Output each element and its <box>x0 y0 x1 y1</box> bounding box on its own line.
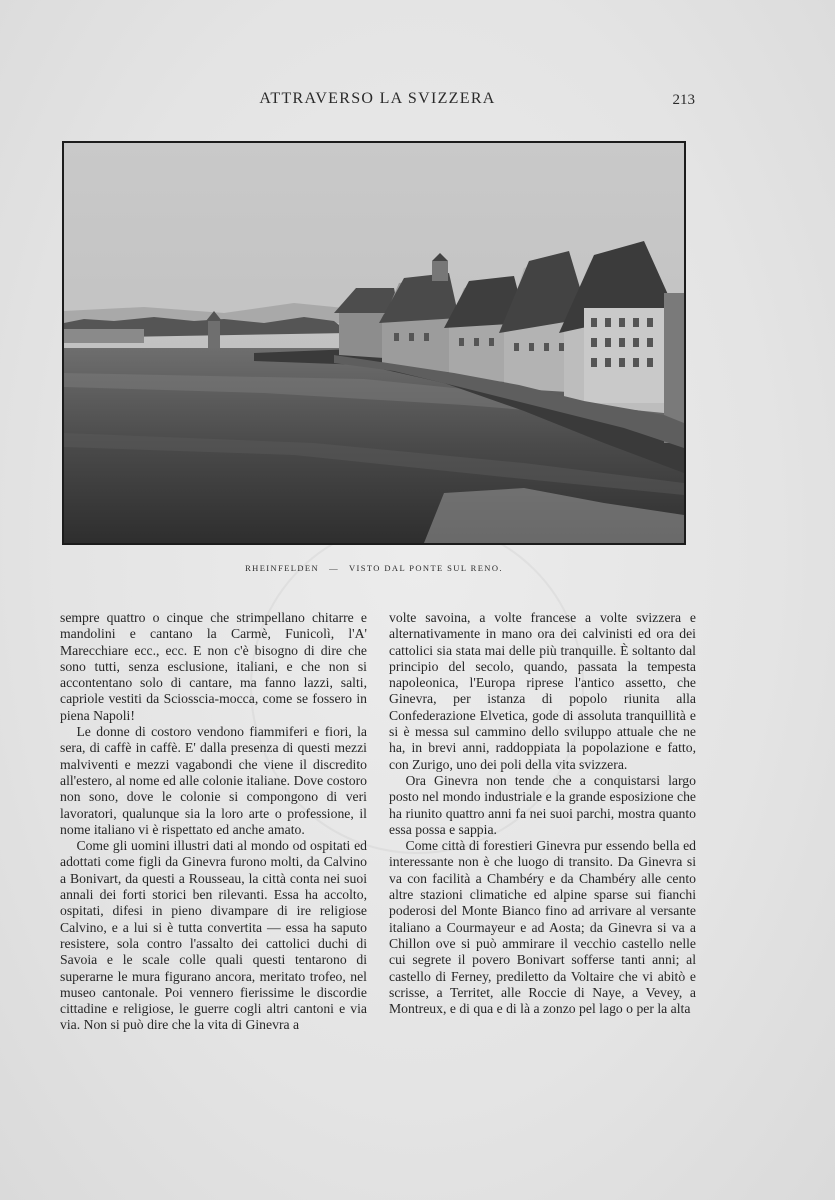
caption-dash: — <box>329 563 339 573</box>
caption-place: RHEINFELDEN <box>245 563 320 573</box>
right-paragraph-1: volte savoina, a volte francese a volte svizzera e alternativamente in mano ora dei calvinisti ed ora dei cattolici sia stata mai delle più tranquille. È soltanto dal principio del secolo, quando, passata la tempesta napoleonica, l'Europa riprese l'antico assetto, che Ginevra, per istanza di popolo riunita alla Confederazione Elvetica, gode di assoluta tranquillità e si è messa sul cammino dello sviluppo attuale che ne ha, in brevi anni, raddoppiata la popolazione e fatto, con Zurigo, uno dei poli della vita svizzera. <box>389 610 696 772</box>
left-text-column <box>60 610 367 1034</box>
left-paragraph-2: Le donne di costoro vendono fiammiferi e fiori, la sera, di caffè in caffè. E' dalla presenza di questi mezzi malviventi e mezzi vagabondi che viene il discredito all'estero, al nome ed alle colonie italiane. Dove costoro non sono, dove le colonie si compongono di veri lavoratori, qualunque sia la loro arte o professione, il nome italiano vi è rispettato ed anche amato. <box>60 724 367 837</box>
running-head <box>60 90 695 112</box>
photo-figure <box>62 141 686 545</box>
page-number: 213 <box>672 92 695 108</box>
right-text-column <box>389 610 696 1017</box>
left-paragraph-1: sempre quattro o cinque che strimpellano chitarre e mandolini e cantano la Carmè, Funicolì, l'A' Marecchiare ecc., ecc. E non c'è bisogno di dire che sono tutti, senza esclusione, italiani, e che non si accontentano solo di cantare, ma fanno lazzi, salti, capriole vestiti da Sciosscia-mocca, come se fossero in piena Napoli! <box>60 610 367 723</box>
right-paragraph-3: Come città di forestieri Ginevra pur essendo bella ed interessante non è che luogo di transito. Da Ginevra si va con facilità a Chambéry e da Chambéry alle cento altre stazioni climatiche ed alpine sparse sui fianchi poderosi del Monte Bianco fino ad arrivare al versante italiano a Courmayeur e ad Aosta; da Ginevra si va a Chillon ove si può ammirare il vecchio castello nelle cui segrete il povero Bonivart sofferse tanti anni; al castello di Ferney, prediletto da Voltaire che vi abitò e scrisse, a Territet, alle Roccie di Naye, a Vevey, a Montreux, e di qua e di là a zonzo pel lago o per la alta <box>389 838 696 1017</box>
far-buildings <box>64 329 144 343</box>
left-paragraph-3: Come gli uomini illustri dati al mondo od ospitati ed adottati come figli da Ginevra furono molti, da Calvino a Bonivart, da questi a Rousseau, la città conta nei suoi annali dei forti storici ben rilevanti. Essa ha accolto, ospitati, difesi in pieno divampare di ire religiose Calvino, e a lui si è tutta convertita — essa ha saputo resistere, sola contro l'assalto dei cattolici duchi di Savoia e le scale colle quali questi tentarono di superarne le mura figurano ancora, meritato trofeo, nel museo cantonale. Poi vennero fierissime le discordie cittadine e religiose, le guerre cogli altri cantoni e via via. Non si può dire che la vita di Ginevra a <box>60 838 367 1033</box>
figure-caption <box>62 563 686 573</box>
caption-text: VISTO DAL PONTE SUL RENO. <box>348 563 503 573</box>
rheinfelden-photo <box>64 143 684 543</box>
right-paragraph-2: Ora Ginevra non tende che a conquistarsi largo posto nel mondo industriale e la grande esposizione che ha riunito quattro anni fa nei suoi parchi, mostra quanto essa possa e sappia. <box>389 772 696 837</box>
running-title: ATTRAVERSO LA SVIZZERA <box>259 90 496 107</box>
